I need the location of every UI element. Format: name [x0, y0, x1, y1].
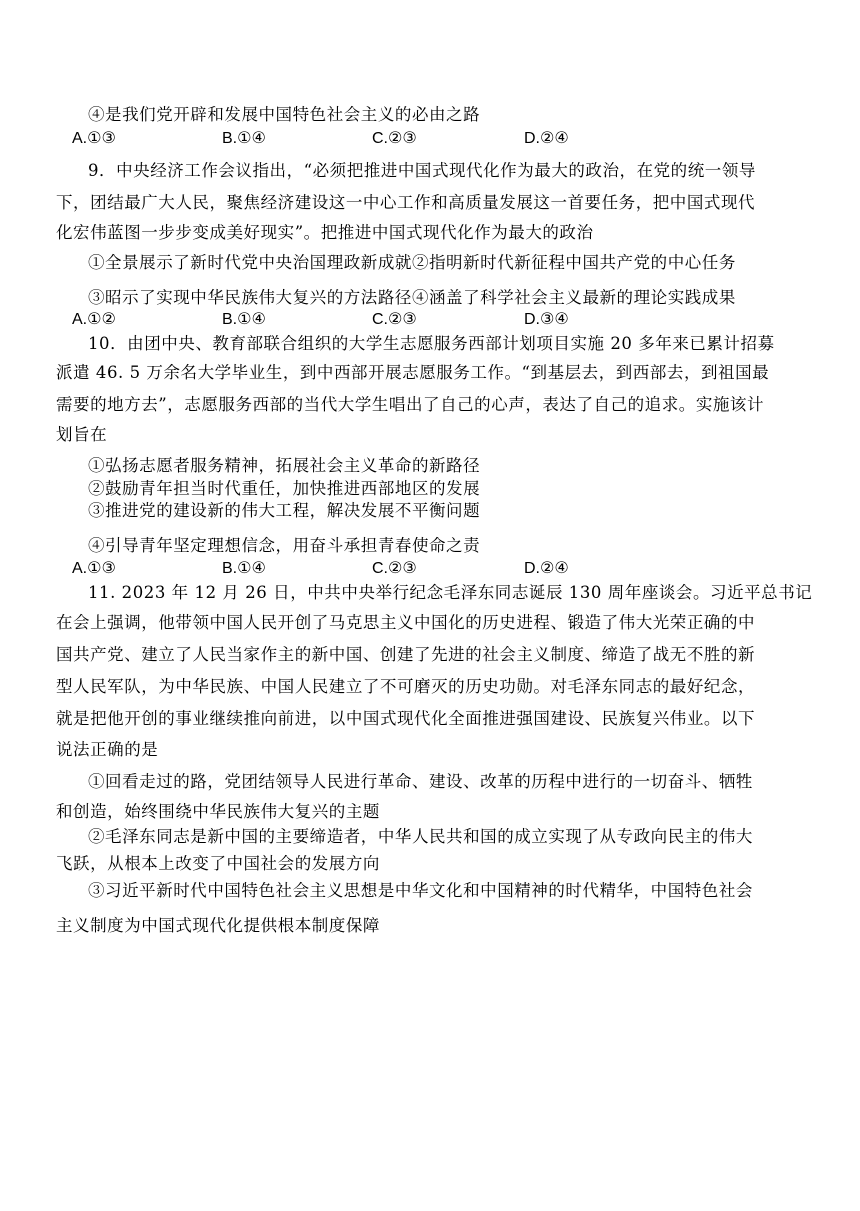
q11-stem-line-6: 说法正确的是: [56, 740, 159, 759]
q9-option-b: B.①④: [222, 311, 266, 328]
q11-item-2-line-1: ②毛泽东同志是新中国的主要缔造者，中华人民共和国的成立实现了从专政向民主的伟大: [88, 827, 753, 846]
q8-option-b: B.①④: [222, 130, 266, 147]
q8-option-a: A.①③: [72, 130, 116, 147]
q10-options: [72, 558, 812, 580]
q10-option-d: D.②④: [524, 560, 569, 577]
q10-item-1: ①弘扬志愿者服务精神，拓展社会主义革命的新路径: [88, 456, 481, 475]
q10-stem-line-3: 需要的地方去”，志愿服务西部的当代大学生唱出了自己的心声，表达了自己的追求。实施该计: [56, 395, 765, 414]
q11-stem-line-4: 型人民军队，为中华民族、中国人民建立了不可磨灭的历史功勋。对毛泽东同志的最好纪念，: [56, 677, 756, 696]
q10-item-3: ③推进党的建设新的伟大工程，解决发展不平衡问题: [88, 501, 481, 520]
q10-stem-line-4: 划旨在: [56, 425, 108, 444]
q11-item-2-line-2: 飞跃，从根本上改变了中国社会的发展方向: [56, 854, 380, 873]
q11-stem-line-3: 国共产党、建立了人民当家作主的新中国、创建了先进的社会主义制度、缔造了战无不胜的新: [56, 645, 756, 664]
q11-item-1-line-2: 和创造，始终围绕中华民族伟大复兴的主题: [56, 802, 380, 821]
q11-item-1-line-1: ①回看走过的路，党团结领导人民进行革命、建设、改革的历程中进行的一切奋斗、牺牲: [88, 772, 753, 791]
q9-option-a: A.①②: [72, 311, 116, 328]
q11-stem-line-2: 在会上强调，他带领中国人民开创了马克思主义中国化的历史进程、锻造了伟大光荣正确的中: [56, 613, 756, 632]
q11-stem-line-1: 11. 2023 年 12 月 26 日，中共中央举行纪念毛泽东同志诞辰 130 周年座谈会。习近平总书记: [88, 583, 813, 602]
q9-option-d: D.③④: [524, 311, 569, 328]
q10-stem-line-2: 派遣 46. 5 万余名大学毕业生，到中西部开展志愿服务工作。“到基层去，到西部去，到祖国最: [56, 363, 770, 382]
q10-option-b: B.①④: [222, 560, 266, 577]
q11-item-3-line-1: ③习近平新时代中国特色社会主义思想是中华文化和中国精神的时代精华，中国特色社会: [88, 881, 753, 900]
q9-stem-line-1: 9．中央经济工作会议指出，“必须把推进中国式现代化作为最大的政治，在党的统一领导: [88, 161, 756, 180]
q9-options: [72, 309, 812, 331]
q9-item-1-2: ①全景展示了新时代党中央治国理政新成就②指明新时代新征程中国共产党的中心任务: [88, 253, 736, 272]
q9-option-c: C.②③: [372, 311, 417, 328]
q11-stem-line-5: 就是把他开创的事业继续推向前进，以中国式现代化全面推进强国建设、民族复兴伟业。以下: [56, 709, 756, 728]
q8-item-4: ④是我们党开辟和发展中国特色社会主义的必由之路: [88, 105, 481, 124]
q10-item-4: ④引导青年坚定理想信念，用奋斗承担青春使命之责: [88, 536, 481, 555]
q11-item-3-line-2: 主义制度为中国式现代化提供根本制度保障: [56, 916, 380, 935]
q9-item-3-4: ③昭示了实现中华民族伟大复兴的方法路径④涵盖了科学社会主义最新的理论实践成果: [88, 288, 736, 307]
q8-options: [72, 128, 812, 150]
q10-stem-line-1: 10．由团中央、教育部联合组织的大学生志愿服务西部计划项目实施 20 多年来已累计招募: [88, 334, 775, 353]
q10-option-c: C.②③: [372, 560, 417, 577]
q8-option-d: D.②④: [524, 130, 569, 147]
q8-option-c: C.②③: [372, 130, 417, 147]
q10-item-2: ②鼓励青年担当时代重任，加快推进西部地区的发展: [88, 479, 481, 498]
q10-option-a: A.①③: [72, 560, 116, 577]
q9-stem-line-2: 下，团结最广大人民，聚焦经济建设这一中心工作和高质量发展这一首要任务，把中国式现代: [56, 193, 756, 212]
q9-stem-line-3: 化宏伟蓝图一步步变成美好现实”。把推进中国式现代化作为最大的政治: [56, 223, 594, 242]
